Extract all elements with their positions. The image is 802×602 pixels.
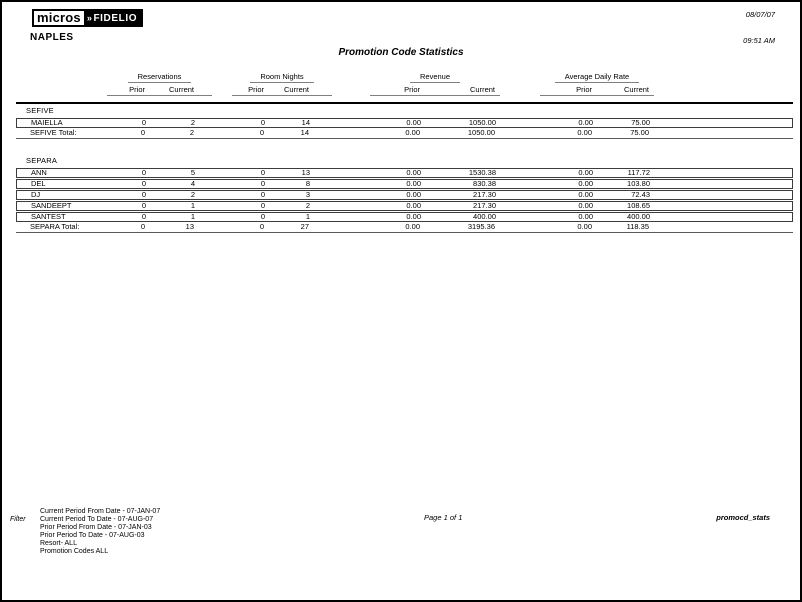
row-code: SANDEEPT: [31, 202, 72, 210]
row-code: SEPARA Total:: [30, 223, 80, 231]
cell-reservations-current: 2: [190, 118, 195, 127]
cell-revenue-prior: 0.00: [406, 190, 421, 199]
col-label-current: Current: [168, 85, 194, 94]
cell-reservations-prior: 0: [141, 179, 146, 188]
cell-reservations-current: 2: [189, 128, 194, 137]
report-title: Promotion Code Statistics: [338, 47, 464, 58]
col-label-prior: Prior: [129, 85, 145, 94]
row-code: DJ: [31, 191, 41, 199]
cell-room-nights-current: 1: [305, 212, 310, 221]
cell-revenue-current: 1050.00: [467, 128, 495, 137]
page-number: Page 1 of 1: [424, 513, 463, 522]
col-label-current: Current: [283, 85, 309, 94]
col-label-current: Current: [623, 85, 649, 94]
col-group-room-nights: [232, 72, 332, 96]
cell-adr-prior: 0.00: [578, 168, 593, 177]
cell-room-nights-prior: 0: [260, 118, 265, 127]
cell-adr-prior: 0.00: [577, 128, 592, 137]
micros-logo-text: micros: [32, 9, 86, 27]
cell-revenue-current: 217.30: [473, 190, 496, 199]
report-date: 08/07/07: [745, 10, 775, 19]
section-total-rule: [16, 138, 793, 139]
cell-room-nights-prior: 0: [260, 168, 265, 177]
column-headers: [2, 72, 800, 100]
cell-adr-prior: 0.00: [578, 201, 593, 210]
filter-line: Resort- ALL: [40, 540, 77, 547]
row-code: ANN: [31, 169, 47, 177]
cell-room-nights-current: 3: [305, 190, 310, 199]
cell-reservations-current: 2: [190, 190, 195, 199]
cell-room-nights-current: 2: [305, 201, 310, 210]
cell-reservations-current: 1: [190, 201, 195, 210]
col-group-label: Room Nights: [250, 72, 313, 83]
cell-room-nights-prior: 0: [260, 179, 265, 188]
cell-room-nights-current: 13: [301, 168, 310, 177]
chevron-icon: »: [86, 13, 93, 23]
micros-fidelio-logo: [32, 9, 143, 27]
cell-adr-prior: 0.00: [578, 190, 593, 199]
section-total-rule: [16, 232, 793, 233]
filter-label: Filter: [10, 516, 26, 523]
cell-adr-current: 117.72: [627, 168, 650, 177]
cell-revenue-current: 217.30: [473, 201, 496, 210]
report-time: 09:51 AM: [743, 36, 775, 45]
cell-room-nights-current: 14: [301, 118, 310, 127]
cell-adr-prior: 0.00: [577, 222, 592, 231]
section-label: SEFIVE: [26, 106, 54, 115]
cell-revenue-prior: 0.00: [406, 201, 421, 210]
filter-line: Current Period From Date - 07-JAN-07: [40, 508, 161, 515]
cell-adr-current: 75.00: [631, 118, 650, 127]
table-row: [16, 201, 793, 211]
cell-adr-current: 400.00: [627, 212, 650, 221]
table-total-row: [16, 128, 793, 138]
cell-revenue-prior: 0.00: [405, 128, 420, 137]
filter-line: Prior Period From Date - 07-JAN-03: [40, 524, 152, 531]
cell-room-nights-prior: 0: [259, 222, 264, 231]
cell-reservations-current: 1: [190, 212, 195, 221]
cell-reservations-prior: 0: [141, 212, 146, 221]
cell-reservations-prior: 0: [141, 190, 146, 199]
cell-adr-current: 72.43: [631, 190, 650, 199]
table-total-row: [16, 222, 793, 232]
cell-adr-current: 108.65: [627, 201, 650, 210]
filter-line: Prior Period To Date - 07-AUG-03: [40, 532, 145, 539]
filter-line: Promotion Codes ALL: [40, 548, 109, 555]
col-group-label: Average Daily Rate: [555, 72, 639, 83]
cell-reservations-prior: 0: [141, 201, 146, 210]
cell-reservations-current: 4: [190, 179, 195, 188]
cell-room-nights-current: 27: [300, 222, 309, 231]
cell-revenue-prior: 0.00: [406, 168, 421, 177]
col-group-revenue: [370, 72, 500, 96]
col-label-prior: Prior: [404, 85, 420, 94]
row-code: SEFIVE Total:: [30, 129, 77, 137]
row-code: MAIELLA: [31, 119, 63, 127]
col-group-label: Reservations: [128, 72, 192, 83]
col-group-label: Revenue: [410, 72, 460, 83]
cell-reservations-prior: 0: [140, 222, 145, 231]
cell-reservations-current: 13: [185, 222, 194, 231]
report-file-name: promocd_stats: [716, 513, 770, 522]
cell-revenue-prior: 0.00: [406, 118, 421, 127]
row-code: DEL: [31, 180, 46, 188]
cell-reservations-prior: 0: [141, 168, 146, 177]
table-row: [16, 118, 793, 128]
cell-reservations-current: 5: [190, 168, 195, 177]
cell-adr-current: 118.35: [626, 222, 649, 231]
report-sections: [16, 104, 793, 233]
cell-adr-current: 75.00: [630, 128, 649, 137]
cell-revenue-current: 1530.38: [468, 168, 496, 177]
section-label: SEPARA: [26, 156, 58, 165]
cell-room-nights-prior: 0: [260, 212, 265, 221]
fidelio-label: FIDELIO: [93, 12, 138, 24]
cell-reservations-prior: 0: [140, 128, 145, 137]
cell-room-nights-prior: 0: [259, 128, 264, 137]
table-row: [16, 212, 793, 222]
cell-revenue-current: 400.00: [473, 212, 496, 221]
cell-room-nights-prior: 0: [260, 190, 265, 199]
cell-adr-prior: 0.00: [578, 118, 593, 127]
col-label-prior: Prior: [576, 85, 592, 94]
col-group-reservations: [107, 72, 212, 96]
col-label-current: Current: [469, 85, 495, 94]
cell-room-nights-current: 8: [305, 179, 310, 188]
table-row: [16, 190, 793, 200]
table-row: [16, 179, 793, 189]
cell-room-nights-prior: 0: [260, 201, 265, 210]
cell-revenue-current: 830.38: [473, 179, 496, 188]
cell-room-nights-current: 14: [300, 128, 309, 137]
cell-revenue-prior: 0.00: [406, 179, 421, 188]
row-code: SANTEST: [31, 213, 66, 221]
cell-reservations-prior: 0: [141, 118, 146, 127]
filter-line: Current Period To Date - 07-AUG-07: [40, 516, 154, 523]
cell-adr-current: 103.80: [627, 179, 650, 188]
report-section: [16, 156, 793, 233]
col-group-average-daily-rate: [540, 72, 654, 96]
table-row: [16, 168, 793, 178]
report-section: [16, 106, 793, 139]
fidelio-logo-text: [86, 9, 143, 27]
col-label-prior: Prior: [248, 85, 264, 94]
cell-revenue-prior: 0.00: [405, 222, 420, 231]
resort-name: NAPLES: [30, 32, 74, 43]
cell-adr-prior: 0.00: [578, 212, 593, 221]
cell-revenue-current: 1050.00: [468, 118, 496, 127]
cell-revenue-prior: 0.00: [406, 212, 421, 221]
cell-adr-prior: 0.00: [578, 179, 593, 188]
filter-criteria: [40, 508, 160, 556]
cell-revenue-current: 3195.36: [467, 222, 495, 231]
